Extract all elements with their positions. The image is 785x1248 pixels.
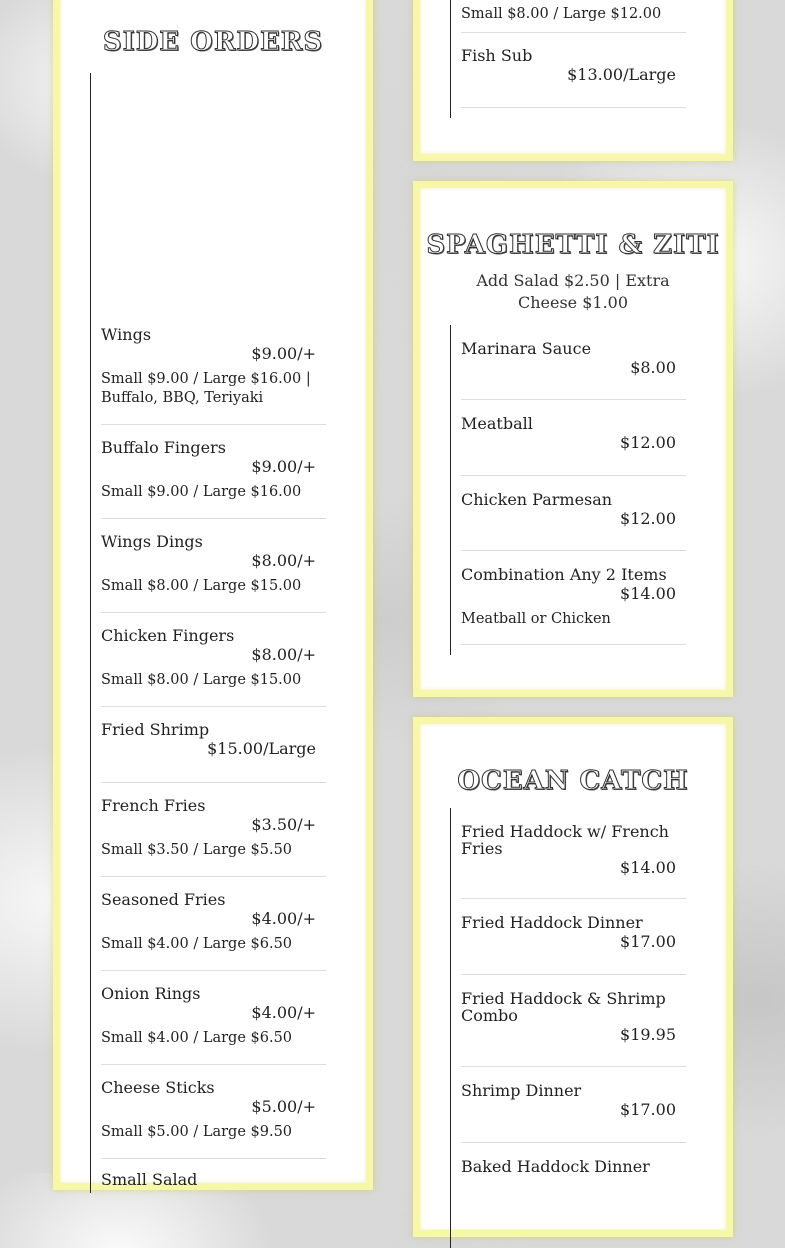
- menu-item-buffalo-fingers[interactable]: [101, 425, 326, 519]
- menu-item-small-salad[interactable]: [101, 1159, 326, 1219]
- item-desc: Small $4.00 / Large $6.50: [101, 936, 293, 952]
- item-price: $15.00/Large: [207, 739, 316, 758]
- item-name: Fried Shrimp: [101, 720, 210, 739]
- item-name: Baked Haddock Dinner: [461, 1157, 650, 1176]
- item-price: $17.00: [620, 1100, 676, 1119]
- item-desc: Small $5.00 / Large $9.50: [101, 1124, 293, 1140]
- item-name: Wings Dings: [101, 532, 203, 551]
- item-price: $9.00/+: [251, 344, 316, 363]
- item-desc: Small $9.00 / Large $16.00: [101, 484, 302, 500]
- menu-item-seasoned-fries[interactable]: [101, 877, 326, 971]
- menu-item-cheese-sticks[interactable]: [101, 1065, 326, 1159]
- item-name: Onion Rings: [101, 984, 201, 1003]
- item-name: Fried Haddock & Shrimp Combo: [461, 989, 666, 1025]
- item-price: $9.00/+: [251, 457, 316, 476]
- item-price: $5.00/+: [251, 1097, 316, 1116]
- item-name: Fried Haddock w/ French Fries: [461, 822, 669, 858]
- spaghetti-list: [450, 325, 690, 655]
- item-name: Small Salad: [101, 1170, 198, 1189]
- menu-item-marinara-sauce[interactable]: [461, 325, 686, 400]
- item-name: Buffalo Fingers: [101, 438, 226, 457]
- menu-item-sub[interactable]: [461, 0, 686, 33]
- menu-item-fried-haddock-dinner[interactable]: [461, 899, 686, 975]
- side-orders-list: [90, 73, 330, 1193]
- item-price: $14.00: [620, 858, 676, 877]
- menu-item-onion-rings[interactable]: [101, 971, 326, 1065]
- ocean-catch-list: [450, 808, 690, 1248]
- menu-item-haddock-shrimp-combo[interactable]: [461, 975, 686, 1067]
- item-name: Cheese Sticks: [101, 1078, 215, 1097]
- item-price: $12.00: [620, 433, 676, 452]
- item-name: Marinara Sauce: [461, 339, 592, 358]
- subs-list: [450, 0, 690, 118]
- item-price: $14.00: [620, 584, 676, 603]
- item-price: $19.95: [620, 1025, 676, 1044]
- menu-item-wings-dings[interactable]: [101, 519, 326, 613]
- item-desc: Small $3.50 / Large $5.50: [101, 842, 293, 858]
- spaghetti-subtitle: Add Salad $2.50 | Extra Cheese $1.00: [476, 271, 670, 312]
- item-desc: Small $8.00 / Large $12.00: [461, 6, 662, 22]
- item-price: $17.00: [620, 932, 676, 951]
- item-desc: Small $4.00 / Large $6.50: [101, 1030, 293, 1046]
- menu-item-chicken-parmesan[interactable]: [461, 476, 686, 551]
- item-desc: Small $9.00 / Large $16.00 | Buffalo, BBQ, Teriyaki: [101, 371, 311, 406]
- menu-item-baked-haddock-dinner[interactable]: [461, 1143, 686, 1219]
- side-orders-title: SIDE ORDERS: [102, 27, 324, 57]
- menu-item-chicken-fingers[interactable]: [101, 613, 326, 707]
- item-name: Shrimp Dinner: [461, 1081, 582, 1100]
- menu-item-french-fries[interactable]: [101, 783, 326, 877]
- item-price: $4.00/+: [251, 909, 316, 928]
- item-price: $3.50/+: [251, 815, 316, 834]
- menu-item-meatball[interactable]: [461, 400, 686, 476]
- item-name: Seasoned Fries: [101, 890, 226, 909]
- item-price: $8.00: [630, 358, 676, 377]
- menu-item-wings[interactable]: [101, 318, 326, 425]
- item-desc: Small $8.00 / Large $15.00: [101, 578, 302, 594]
- item-desc: Meatball or Chicken: [461, 611, 611, 627]
- item-name: Meatball: [461, 414, 533, 433]
- menu-item-fried-haddock-fries[interactable]: [461, 808, 686, 899]
- side-orders-card: [53, 0, 373, 1190]
- spaghetti-card: [413, 181, 733, 697]
- item-price: $4.00/+: [251, 1003, 316, 1022]
- subs-card: [413, 0, 733, 161]
- item-name: Chicken Fingers: [101, 626, 235, 645]
- item-name: French Fries: [101, 796, 206, 815]
- ocean-catch-title: OCEAN CATCH: [457, 766, 689, 796]
- item-price: $12.00: [620, 509, 676, 528]
- item-name: Fish Sub: [461, 46, 533, 65]
- item-desc: Small $8.00 / Large $15.00: [101, 672, 302, 688]
- menu-item-fish-sub[interactable]: [461, 33, 686, 108]
- item-name: Wings: [101, 325, 152, 344]
- item-name: Combination Any 2 Items: [461, 565, 667, 584]
- item-price: $13.00/Large: [567, 65, 676, 84]
- item-name: Chicken Parmesan: [461, 490, 613, 509]
- item-price: $8.00/+: [251, 551, 316, 570]
- item-name: Fried Haddock Dinner: [461, 913, 643, 932]
- menu-item-fried-shrimp[interactable]: [101, 707, 326, 783]
- spaghetti-title: SPAGHETTI & ZITI: [426, 230, 720, 260]
- menu-item-combination[interactable]: [461, 551, 686, 645]
- menu-item-shrimp-dinner[interactable]: [461, 1067, 686, 1143]
- item-price: $8.00/+: [251, 645, 316, 664]
- ocean-catch-card: [413, 717, 733, 1237]
